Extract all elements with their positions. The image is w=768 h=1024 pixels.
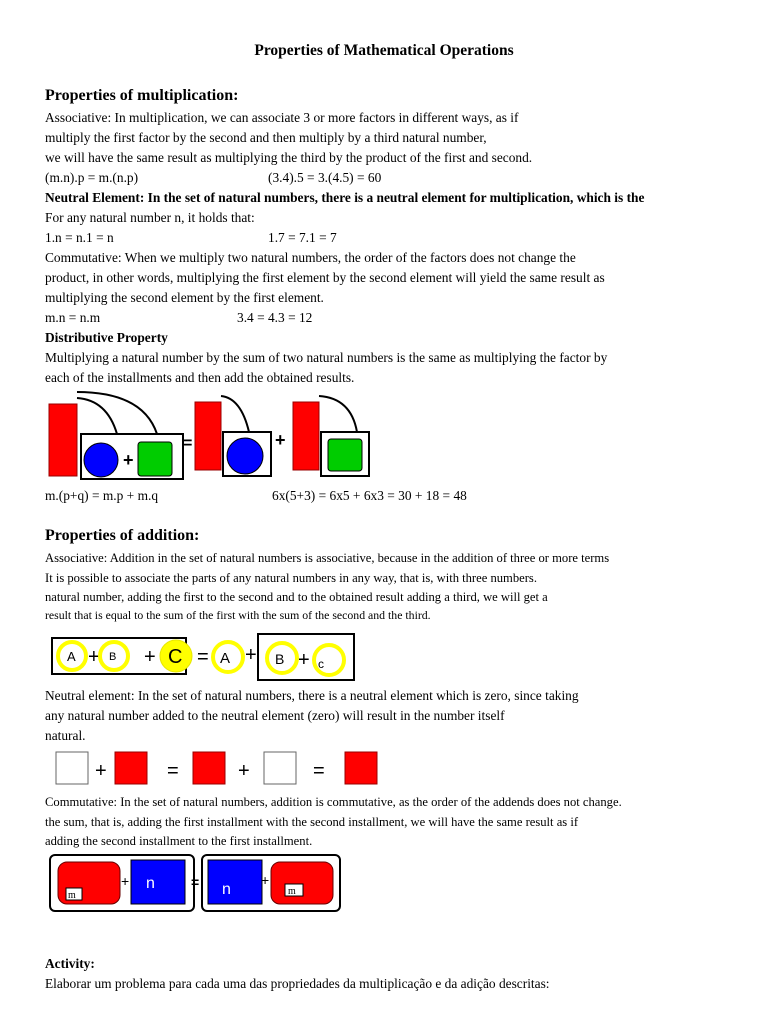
add-assoc-line-1 (45, 550, 609, 566)
mult-assoc-line-1 (45, 110, 518, 126)
mult-dist-title-text: Distributive Property (45, 330, 168, 345)
blue-square (208, 860, 262, 904)
figure-plus: + (238, 760, 250, 782)
mult-assoc-formula: (m.n).p = m.(n.p) (45, 170, 139, 185)
figure-equals: = (167, 760, 179, 782)
figure-plus: + (298, 649, 310, 671)
label-b: B (109, 651, 117, 663)
label-n: n (222, 881, 231, 898)
arc-to-circle (77, 398, 117, 434)
blue-square (131, 860, 185, 904)
label-a: A (67, 649, 76, 664)
mult-comm-example: 3.4 = 4.3 = 12 (237, 310, 313, 325)
add-assoc-text-1: Associative: Addition in the set of natural numbers is associative, because in the addition of three or more terms (45, 551, 610, 565)
mult-neutral-line-1 (45, 190, 644, 206)
multiplication-heading: Properties of multiplication: (45, 87, 239, 104)
factor-red-rect (195, 402, 221, 470)
green-square (328, 439, 362, 471)
mult-neutral-text-1: Neutral Element: In the set of natural numbers, there is a neutral element for multiplication, which is the (45, 190, 645, 205)
neutral-element-figure (55, 750, 385, 790)
arc-to-square (77, 392, 157, 434)
mult-comm-line-1 (45, 250, 576, 266)
label-c-small: c (318, 657, 324, 671)
mult-neutral-formula: 1.n = n.1 = n (45, 230, 114, 245)
arc-to-square (319, 396, 357, 432)
mult-comm-formula: m.n = n.m (45, 310, 101, 325)
mult-dist-title (45, 330, 168, 346)
mult-assoc-example: (3.4).5 = 3.(4.5) = 60 (268, 170, 382, 185)
mult-comm-text-1: Commutative: When we multiply two natural numbers, the order of the factors does not change the (45, 250, 576, 265)
add-neutral-line-1 (45, 688, 579, 704)
figure-plus: + (144, 646, 156, 668)
figure-plus: + (245, 644, 257, 666)
distributive-figure (45, 390, 375, 485)
mult-comm-line-2: product, in other words, multiplying the first element by the second element will yield the same result as (45, 270, 605, 285)
mult-neutral-line-2: For any natural number n, it holds that: (45, 210, 255, 225)
add-assoc-line-3: natural number, adding the first to the second and to the obtained result adding a third, we will get a (45, 590, 548, 604)
add-comm-line-2: the sum, that is, adding the first installment with the second installment, we will have the same result as if (45, 815, 579, 829)
figure-plus: + (261, 872, 270, 888)
commutative-addition-figure (48, 853, 344, 913)
add-assoc-line-4: result that is equal to the sum of the first with the sum of the second and the third. (45, 608, 431, 622)
red-rounded-rect (271, 862, 333, 904)
mult-dist-example: 6x(5+3) = 6x5 + 6x3 = 30 + 18 = 48 (272, 488, 467, 503)
factor-red-rect (49, 404, 77, 476)
mult-dist-formula: m.(p+q) = m.p + m.q (45, 488, 159, 503)
label-n: n (146, 875, 155, 892)
mult-dist-line-1: Multiplying a natural number by the sum of two natural numbers is the same as multiplying the factor by (45, 350, 608, 365)
page-title: Properties of Mathematical Operations (254, 42, 514, 59)
add-assoc-line-2: It is possible to associate the parts of any natural numbers in any way, that is, with three numbers. (45, 571, 537, 585)
activity-text: Elaborar um problema para cada uma das propriedades da multiplicação e da adição descritas: (45, 976, 550, 991)
figure-plus: + (275, 430, 286, 450)
blue-circle (84, 443, 118, 477)
red-square (193, 752, 225, 784)
associative-addition-figure (50, 630, 360, 682)
figure-equals: = (183, 435, 193, 452)
add-neutral-line-3: natural. (45, 728, 86, 743)
white-square (264, 752, 296, 784)
figure-equals: = (191, 874, 200, 890)
figure-plus: + (123, 450, 134, 470)
white-square (56, 752, 88, 784)
mult-comm-line-3: multiplying the second element by the first element. (45, 290, 324, 305)
figure-equals: = (313, 760, 325, 782)
blue-circle (227, 438, 263, 474)
label-a: A (220, 650, 231, 667)
red-square (115, 752, 147, 784)
figure-plus: + (88, 646, 100, 668)
red-square (345, 752, 377, 784)
mult-dist-line-2: each of the installments and then add the obtained results. (45, 370, 355, 385)
mult-assoc-line-2: multiply the first factor by the second and then multiply by a third natural number, (45, 130, 487, 145)
arc-to-circle (221, 396, 249, 432)
add-neutral-line-2: any natural number added to the neutral element (zero) will result in the number itself (45, 708, 505, 723)
add-comm-line-3: adding the second installment to the first installment. (45, 834, 313, 848)
add-comm-text-1: Commutative: In the set of natural numbers, addition is commutative, as the order of the addends does not change. (45, 795, 622, 809)
label-b: B (275, 651, 285, 667)
mult-assoc-line-3: we will have the same result as multiplying the third by the product of the first and second. (45, 150, 533, 165)
label-m: m (68, 890, 76, 901)
mult-neutral-example: 1.7 = 7.1 = 7 (268, 230, 337, 245)
figure-plus: + (121, 873, 130, 889)
activity-title: Activity: (45, 956, 95, 971)
add-neutral-text-1: Neutral element: In the set of natural numbers, there is a neutral element which is zero, since taking (45, 688, 579, 703)
figure-plus: + (95, 760, 107, 782)
green-square (138, 442, 172, 476)
figure-equals: = (197, 646, 209, 668)
add-comm-line-1 (45, 794, 622, 810)
addition-heading: Properties of addition: (45, 527, 200, 544)
factor-red-rect (293, 402, 319, 470)
mult-assoc-text-1: Associative: In multiplication, we can associate 3 or more factors in different ways, as if (45, 110, 519, 125)
label-m: m (288, 886, 296, 897)
label-c: C (168, 646, 183, 668)
